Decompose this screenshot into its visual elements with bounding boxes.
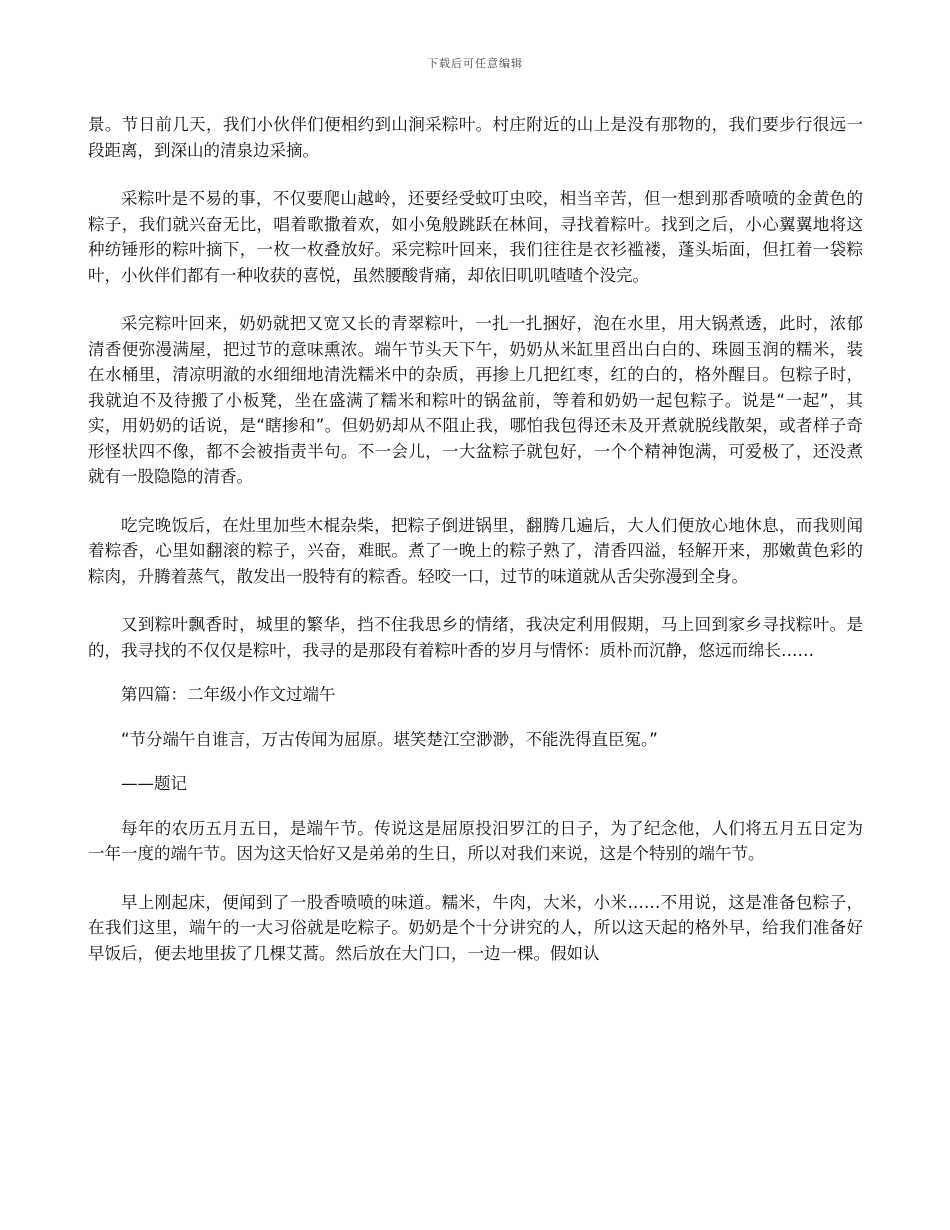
paragraph: 采粽叶是不易的事，不仅要爬山越岭，还要经受蚊叮虫咬，相当辛苦，但一想到那香喷喷的金黄色的粽子，我们就兴奋无比，唱着歌撒着欢，如小兔般跳跃在林间，寻找着粽叶。找到之后，小心翼翼地将这种纺锤形的粽叶摘下，一枚一枚叠放好。采完粽叶回来，我们往往是衣衫褴褛，蓬头垢面，但扛着一袋粽叶，小伙伴们都有一种收获的喜悦，虽然腰酸背痛，却依旧叽叽喳喳个没完。 <box>88 189 863 285</box>
paragraph: 每年的农历五月五日，是端午节。传说这是屈原投汨罗江的日子，为了纪念他，人们将五月五日定为一年一度的端午节。因为这天恰好又是弟弟的生日，所以对我们来说，这是个特别的端午节。 <box>88 818 863 863</box>
paragraph: 吃完晚饭后，在灶里加些木棍杂柴，把粽子倒进锅里，翻腾几遍后，大人们便放心地休息，而我则闻着粽香，心里如翻滚的粽子，兴奋，难眠。煮了一晚上的粽子熟了，清香四溢，轻解开来，那嫩黄色彩的粽肉，升腾着蒸气，散发出一股特有的粽香。轻咬一口，过节的味道就从舌尖弥漫到全身。 <box>88 515 863 586</box>
paragraph: 景。节日前几天，我们小伙伴们便相约到山涧采粽叶。村庄附近的山上是没有那物的，我们要步行很远一段距离，到深山的清泉边采摘。 <box>88 115 863 160</box>
epigraph-attribution: ——题记 <box>121 774 187 793</box>
section-heading: 第四篇：二年级小作文过端午 <box>121 685 336 704</box>
page-header: 下载后可任意编辑 <box>427 57 523 70</box>
epigraph-quote: “节分端午自谁言，万古传闻为屈原。堪笑楚江空渺渺，不能洗得直臣冤。” <box>121 729 658 749</box>
paragraph: 早上刚起床，便闻到了一股香喷喷的味道。糯米，牛肉，大米，小米……不用说，这是准备包粽子，在我们这里，端午的一大习俗就是吃粽子。奶奶是个十分讲究的人，所以这天起的格外早，给我们准备好早饭后，便去地里拔了几棵艾蒿。然后放在大门口，一边一棵。假如认 <box>88 892 863 963</box>
document-body <box>88 112 863 966</box>
paragraph: 又到粽叶飘香时，城里的繁华，挡不住我思乡的情绪，我决定利用假期，马上回到家乡寻找粽叶。是的，我寻找的不仅仅是粽叶，我寻的是那段有着粽叶香的岁月与情怀：质朴而沉静，悠远而绵长…… <box>88 615 863 660</box>
paragraph: 采完粽叶回来，奶奶就把又宽又长的青翠粽叶，一扎一扎捆好，泡在水里，用大锅煮透，此时，浓郁清香便弥漫满屋，把过节的意味熏浓。端午节头天下午，奶奶从米缸里舀出白白的、珠圆玉润的糯米，装在水桶里，清凉明澈的水细细地清洗糯米中的杂质，再掺上几把红枣，红的白的，格外醒目。包粽子时，我就迫不及待搬了小板凳，坐在盛满了糯米和粽叶的锅盆前，等着和奶奶一起包粽子。说是“一起”，其实，用奶奶的话说，是“瞎掺和”。但奶奶却从不阻止我，哪怕我包得还未及开煮就脱线散架，或者样子奇形怪状四不像，都不会被指责半句。不一会儿，一大盆粽子就包好，一个个精神饱满，可爱极了，还没煮就有一股隐隐的清香。 <box>88 314 863 486</box>
